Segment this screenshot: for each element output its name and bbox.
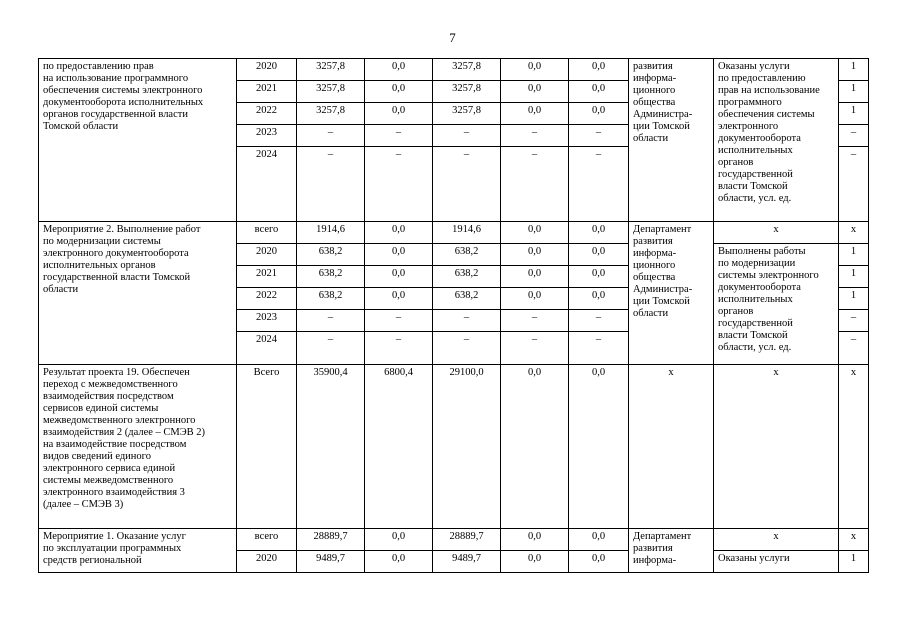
amount-cell: – (569, 147, 629, 222)
year-cell: 2021 (237, 81, 297, 103)
amount-cell: 0,0 (501, 244, 569, 266)
responsible-cell: развития информа- ционного общества Администра- ции Томской области (629, 59, 714, 222)
amount-cell: – (433, 125, 501, 147)
event-description: Мероприятие 1. Оказание услуг по эксплуатации программных средств региональной (39, 529, 237, 573)
amount-cell: 0,0 (569, 59, 629, 81)
total-cell: 3257,8 (297, 103, 365, 125)
year-cell: 2024 (237, 332, 297, 365)
amount-cell: 0,0 (501, 551, 569, 573)
amount-cell: 0,0 (365, 59, 433, 81)
event-description: Мероприятие 2. Выполнение работ по модернизации системы электронного документооборота исполнительных органов государственной власти Томской области (39, 222, 237, 365)
count-cell: – (839, 310, 869, 332)
amount-cell: 3257,8 (433, 59, 501, 81)
page-number: 7 (449, 30, 456, 45)
amount-cell: – (569, 125, 629, 147)
amount-cell: 0,0 (501, 59, 569, 81)
year-cell: 2022 (237, 103, 297, 125)
total-cell: – (297, 125, 365, 147)
amount-cell: 0,0 (569, 365, 629, 529)
amount-cell: 0,0 (569, 551, 629, 573)
total-cell: 35900,4 (297, 365, 365, 529)
indicator-total-cell: х (714, 529, 839, 551)
count-cell: 1 (839, 103, 869, 125)
amount-cell: 0,0 (569, 288, 629, 310)
amount-cell: – (433, 147, 501, 222)
result-description: Результат проекта 19. Обеспечен переход с межведомственного взаимодействия посредством сервисов единой системы межведомственного электронного взаимодействия 2 (далее – СМЭВ 2) на взаимодействие посредством видов сведений единого электронного сервиса единой системы межведомственного электронного взаимодействия 3 (далее – СМЭВ 3) (39, 365, 237, 529)
count-cell: 1 (839, 244, 869, 266)
amount-cell: 9489,7 (433, 551, 501, 573)
year-cell: 2023 (237, 125, 297, 147)
count-cell: 1 (839, 81, 869, 103)
amount-cell: 638,2 (433, 244, 501, 266)
amount-cell: – (501, 310, 569, 332)
amount-cell: 0,0 (365, 244, 433, 266)
count-cell: х (839, 529, 869, 551)
count-cell: 1 (839, 288, 869, 310)
year-cell: 2020 (237, 244, 297, 266)
count-cell: – (839, 332, 869, 365)
amount-cell: – (365, 310, 433, 332)
amount-cell: 0,0 (569, 103, 629, 125)
indicator-total-cell: х (714, 222, 839, 244)
amount-cell: – (501, 147, 569, 222)
total-cell: 638,2 (297, 244, 365, 266)
amount-cell: 6800,4 (365, 365, 433, 529)
count-cell: 1 (839, 551, 869, 573)
amount-cell: 0,0 (501, 365, 569, 529)
amount-cell: 0,0 (501, 266, 569, 288)
year-cell: 2021 (237, 266, 297, 288)
amount-cell: 0,0 (365, 288, 433, 310)
amount-cell: 29100,0 (433, 365, 501, 529)
total-cell: 638,2 (297, 288, 365, 310)
amount-cell: – (365, 125, 433, 147)
year-cell: 2023 (237, 310, 297, 332)
indicator-cell: Оказаны услуги (714, 551, 839, 573)
count-cell: 1 (839, 59, 869, 81)
amount-cell: 0,0 (365, 103, 433, 125)
year-cell: 2020 (237, 551, 297, 573)
amount-cell: – (569, 310, 629, 332)
amount-cell: 0,0 (501, 222, 569, 244)
amount-cell: – (433, 332, 501, 365)
amount-cell: 0,0 (569, 529, 629, 551)
amount-cell: 0,0 (365, 551, 433, 573)
responsible-cell: х (629, 365, 714, 529)
year-cell: 2020 (237, 59, 297, 81)
amount-cell: 0,0 (569, 266, 629, 288)
amount-cell: – (365, 332, 433, 365)
year-cell: всего (237, 222, 297, 244)
indicator-cell: Выполнены работы по модернизации системы электронного документооборота исполнительных органов государственной власти Томской области, усл. ед. (714, 244, 839, 365)
year-cell: 2024 (237, 147, 297, 222)
count-cell: х (839, 365, 869, 529)
total-cell: – (297, 332, 365, 365)
program-table (38, 58, 869, 573)
year-cell: Всего (237, 365, 297, 529)
amount-cell: 28889,7 (433, 529, 501, 551)
amount-cell: 1914,6 (433, 222, 501, 244)
amount-cell: 0,0 (501, 529, 569, 551)
total-cell: 28889,7 (297, 529, 365, 551)
amount-cell: 0,0 (365, 529, 433, 551)
amount-cell: 0,0 (569, 222, 629, 244)
event-description: по предоставлению прав на использование программного обеспечения системы электронного документооборота исполнительных органов государственной власти Томской области (39, 59, 237, 222)
amount-cell: – (501, 125, 569, 147)
amount-cell: – (501, 332, 569, 365)
count-cell: – (839, 147, 869, 222)
amount-cell: – (569, 332, 629, 365)
amount-cell: 0,0 (365, 81, 433, 103)
indicator-cell: Оказаны услуги по предоставлению прав на использование программного обеспечения системы электронного документооборота исполнительных органов государственной власти Томской области, усл. ед. (714, 59, 839, 222)
indicator-cell: х (714, 365, 839, 529)
total-cell: – (297, 147, 365, 222)
count-cell: – (839, 125, 869, 147)
amount-cell: 0,0 (569, 81, 629, 103)
count-cell: х (839, 222, 869, 244)
total-cell: 3257,8 (297, 59, 365, 81)
year-cell: 2022 (237, 288, 297, 310)
year-cell: всего (237, 529, 297, 551)
amount-cell: 0,0 (501, 81, 569, 103)
total-cell: – (297, 310, 365, 332)
total-cell: 3257,8 (297, 81, 365, 103)
amount-cell: – (433, 310, 501, 332)
amount-cell: 0,0 (365, 222, 433, 244)
amount-cell: 0,0 (501, 103, 569, 125)
amount-cell: 638,2 (433, 266, 501, 288)
amount-cell: 3257,8 (433, 103, 501, 125)
amount-cell: 3257,8 (433, 81, 501, 103)
amount-cell: 638,2 (433, 288, 501, 310)
responsible-cell: Департамент развития информа- (629, 529, 714, 573)
amount-cell: 0,0 (365, 266, 433, 288)
responsible-cell: Департамент развития информа- ционного общества Администра- ции Томской области (629, 222, 714, 365)
total-cell: 1914,6 (297, 222, 365, 244)
total-cell: 9489,7 (297, 551, 365, 573)
amount-cell: 0,0 (569, 244, 629, 266)
count-cell: 1 (839, 266, 869, 288)
amount-cell: 0,0 (501, 288, 569, 310)
amount-cell: – (365, 147, 433, 222)
total-cell: 638,2 (297, 266, 365, 288)
